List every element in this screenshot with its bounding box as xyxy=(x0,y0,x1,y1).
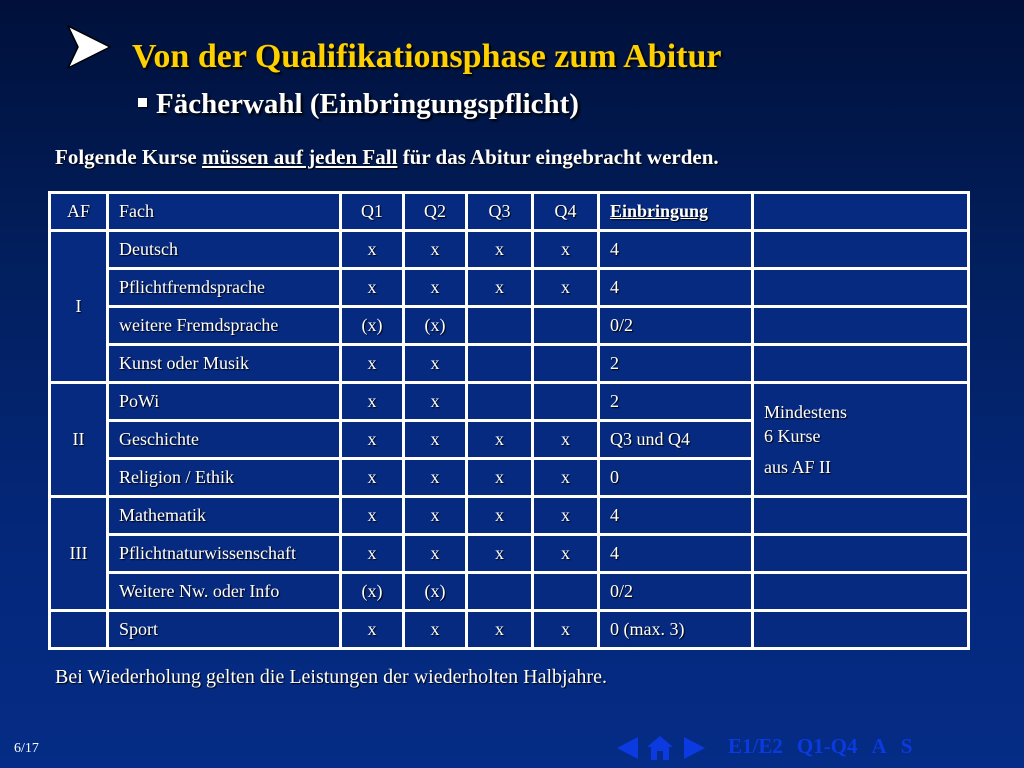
q3-cell xyxy=(468,574,531,609)
af-group-cell: I xyxy=(51,232,106,381)
af2-note-line: Mindestens xyxy=(764,402,847,423)
q2-cell: x xyxy=(405,536,465,571)
q4-cell xyxy=(534,384,597,419)
q4-cell: x xyxy=(534,536,597,571)
q4-cell xyxy=(534,574,597,609)
fach-cell: Mathematik xyxy=(109,498,339,533)
af-group-cell xyxy=(51,612,106,647)
fach-cell: Religion / Ethik xyxy=(109,460,339,495)
af-group-cell: III xyxy=(51,498,106,609)
q4-cell xyxy=(534,346,597,381)
q1-cell: x xyxy=(342,422,402,457)
q3-cell xyxy=(468,308,531,343)
q3-cell xyxy=(468,384,531,419)
header-einbringung-label: Einbringung xyxy=(610,201,709,221)
q1-cell: x xyxy=(342,612,402,647)
q4-cell xyxy=(534,308,597,343)
note-cell xyxy=(754,612,967,647)
fach-cell: Kunst oder Musik xyxy=(109,346,339,381)
q3-cell xyxy=(468,346,531,381)
einbringung-cell: 4 xyxy=(600,270,751,305)
einbringung-cell: 2 xyxy=(600,346,751,381)
q1-cell: (x) xyxy=(342,574,402,609)
einbringung-cell: Q3 und Q4 xyxy=(600,422,751,457)
note-cell xyxy=(754,536,967,571)
q3-cell: x xyxy=(468,612,531,647)
table-row xyxy=(51,232,967,267)
q1-cell: x xyxy=(342,536,402,571)
q1-cell: (x) xyxy=(342,308,402,343)
einbringung-cell: 0 (max. 3) xyxy=(600,612,751,647)
table-row xyxy=(51,498,967,533)
einbringung-cell: 2 xyxy=(600,384,751,419)
note-cell xyxy=(754,346,967,381)
triangle-left-icon[interactable] xyxy=(615,735,641,761)
fach-cell: weitere Fremdsprache xyxy=(109,308,339,343)
nav-links xyxy=(728,734,926,759)
note-cell xyxy=(754,308,967,343)
table-row xyxy=(51,308,967,343)
q4-cell: x xyxy=(534,612,597,647)
nav-link-s[interactable]: S xyxy=(900,734,913,758)
einbringung-cell: 0/2 xyxy=(600,308,751,343)
einbringung-cell: 4 xyxy=(600,498,751,533)
nav-link-a[interactable]: A xyxy=(871,734,887,758)
table-row xyxy=(51,346,967,381)
fach-cell: Pflichtfremdsprache xyxy=(109,270,339,305)
q1-cell: x xyxy=(342,270,402,305)
slide-subtitle xyxy=(138,88,579,121)
q4-cell: x xyxy=(534,422,597,457)
q2-cell: x xyxy=(405,232,465,267)
slide-navigation xyxy=(615,733,707,763)
af-group-cell: II xyxy=(51,384,106,495)
note-cell xyxy=(754,270,967,305)
q2-cell: x xyxy=(405,270,465,305)
header-note xyxy=(754,194,967,229)
footnote: Bei Wiederholung gelten die Leistungen der wiederholten Halbjahre. xyxy=(55,666,607,688)
header-fach: Fach xyxy=(109,194,339,229)
q3-cell: x xyxy=(468,270,531,305)
q4-cell: x xyxy=(534,232,597,267)
fach-cell: Weitere Nw. oder Info xyxy=(109,574,339,609)
slide-subtitle-text: Fächerwahl (Einbringungspflicht) xyxy=(156,88,579,120)
header-q2: Q2 xyxy=(405,194,465,229)
q1-cell: x xyxy=(342,498,402,533)
fach-cell: Deutsch xyxy=(109,232,339,267)
af2-note-line: 6 Kurse xyxy=(764,426,821,447)
note-cell xyxy=(754,232,967,267)
intro-text xyxy=(55,145,719,170)
af2-note-line: aus AF II xyxy=(764,456,831,477)
arrow-bullet-icon xyxy=(64,22,114,72)
einbringung-cell: 4 xyxy=(600,536,751,571)
q1-cell: x xyxy=(342,346,402,381)
home-icon[interactable] xyxy=(645,734,675,762)
einbringung-cell: 0 xyxy=(600,460,751,495)
intro-emphasis: müssen auf jeden Fall xyxy=(202,145,398,169)
q1-cell: x xyxy=(342,460,402,495)
intro-before: Folgende Kurse xyxy=(55,145,202,169)
q1-cell: x xyxy=(342,232,402,267)
q2-cell: x xyxy=(405,460,465,495)
q3-cell: x xyxy=(468,422,531,457)
table-row xyxy=(51,270,967,305)
q4-cell: x xyxy=(534,270,597,305)
header-af: AF xyxy=(51,194,106,229)
nav-link-q1q4[interactable]: Q1-Q4 xyxy=(796,734,858,758)
einbringung-cell: 4 xyxy=(600,232,751,267)
q3-cell: x xyxy=(468,498,531,533)
q3-cell: x xyxy=(468,232,531,267)
q3-cell: x xyxy=(468,460,531,495)
note-cell xyxy=(754,574,967,609)
fach-cell: Pflichtnaturwissenschaft xyxy=(109,536,339,571)
header-q4: Q4 xyxy=(534,194,597,229)
fach-cell: Sport xyxy=(109,612,339,647)
table-row xyxy=(51,612,967,647)
page-number: 6/17 xyxy=(14,741,39,756)
table-header-row xyxy=(51,194,967,229)
q2-cell: (x) xyxy=(405,308,465,343)
table-row xyxy=(51,536,967,571)
header-q3: Q3 xyxy=(468,194,531,229)
table-row xyxy=(51,574,967,609)
q2-cell: (x) xyxy=(405,574,465,609)
q2-cell: x xyxy=(405,384,465,419)
q2-cell: x xyxy=(405,346,465,381)
q2-cell: x xyxy=(405,612,465,647)
q2-cell: x xyxy=(405,498,465,533)
square-bullet-icon xyxy=(138,98,147,107)
triangle-right-icon[interactable] xyxy=(681,735,707,761)
intro-after: für das Abitur eingebracht werden. xyxy=(397,145,719,169)
q4-cell: x xyxy=(534,460,597,495)
q1-cell: x xyxy=(342,384,402,419)
fach-cell: PoWi xyxy=(109,384,339,419)
einbringung-cell: 0/2 xyxy=(600,574,751,609)
slide-title: Von der Qualifikationsphase zum Abitur xyxy=(132,38,722,75)
q4-cell: x xyxy=(534,498,597,533)
fach-cell: Geschichte xyxy=(109,422,339,457)
table-row xyxy=(51,384,967,419)
q3-cell: x xyxy=(468,536,531,571)
note-cell xyxy=(754,498,967,533)
header-q1: Q1 xyxy=(342,194,402,229)
nav-link-e1e2[interactable]: E1/E2 xyxy=(728,734,783,758)
q2-cell: x xyxy=(405,422,465,457)
af2-note-cell xyxy=(754,384,967,495)
courses-table xyxy=(48,191,970,650)
header-einbringung xyxy=(600,194,751,229)
